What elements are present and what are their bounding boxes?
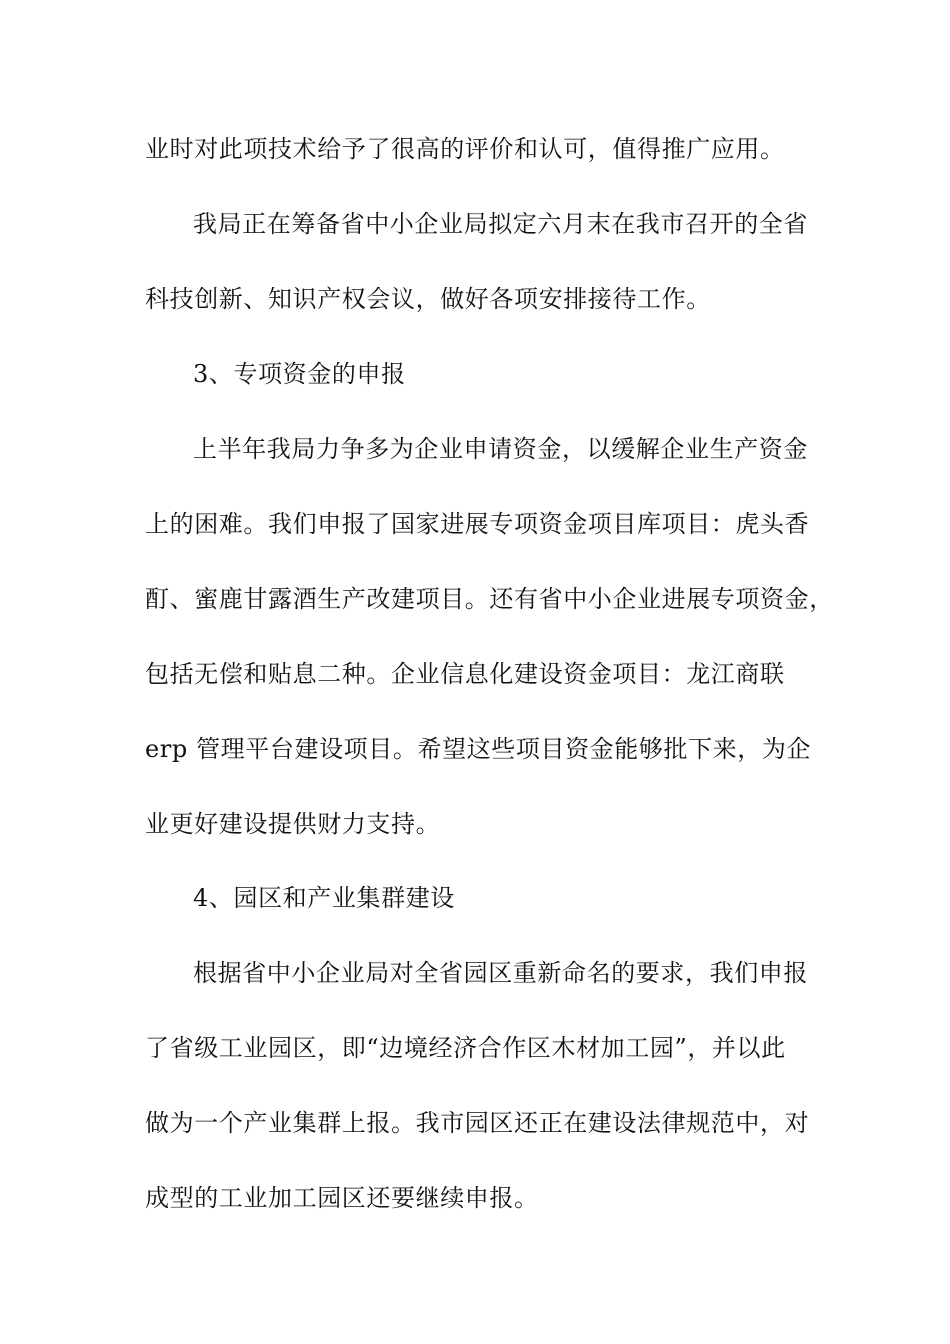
paragraph-line: 成型的工业加工园区还要继续申报。: [145, 1184, 539, 1212]
paragraph-line: 科技创新、知识产权会议，做好各项安排接待工作。: [145, 285, 711, 313]
paragraph-line: 上半年我局力争多为企业申请资金，以缓解企业生产资金: [193, 435, 808, 463]
paragraph-line: 包括无偿和贴息二种。企业信息化建设资金项目：龙江商联: [145, 660, 785, 688]
paragraph-line: 根据省中小企业局对全省园区重新命名的要求，我们申报: [193, 959, 808, 987]
paragraph-line: 业时对此项技术给予了很高的评价和认可，值得推广应用。: [145, 135, 785, 163]
section-heading: 3、专项资金的申报: [193, 360, 406, 388]
section-heading: 4、园区和产业集群建设: [193, 884, 455, 912]
paragraph-line: 了省级工业园区，即“边境经济合作区木材加工园”，并以此: [145, 1034, 786, 1062]
paragraph-line: erp 管理平台建设项目。希望这些项目资金能够批下来，为企: [145, 735, 812, 763]
paragraph-line: 我局正在筹备省中小企业局拟定六月末在我市召开的全省: [193, 210, 808, 238]
paragraph-line: 业更好建设提供财力支持。: [145, 810, 441, 838]
paragraph-line: 做为一个产业集群上报。我市园区还正在建设法律规范中，对: [145, 1109, 810, 1137]
paragraph-line: 上的困难。我们申报了国家进展专项资金项目库项目：虎头香: [145, 510, 810, 538]
paragraph-line: 酊、蜜鹿甘露酒生产改建项目。还有省中小企业进展专项资金，: [145, 585, 834, 613]
